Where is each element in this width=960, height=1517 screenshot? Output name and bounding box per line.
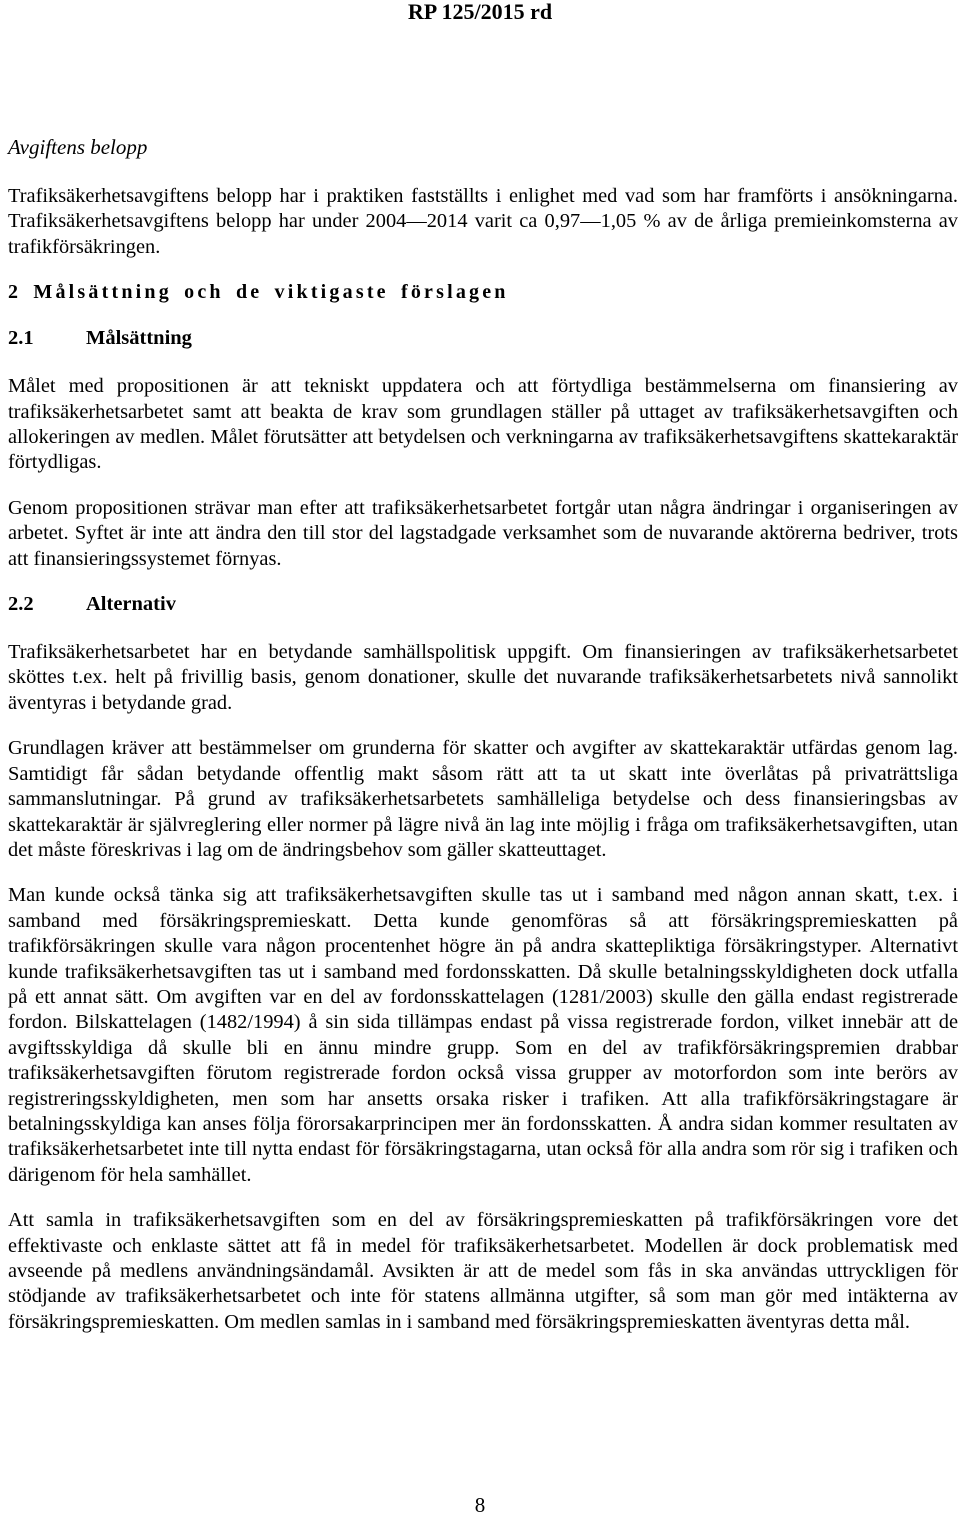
section-heading-2: 2 Målsättning och de viktigaste förslagen — [8, 281, 509, 304]
section-number: 2.2 — [8, 593, 34, 616]
paragraph: Man kunde också tänka sig att trafiksäkerhetsavgiften skulle tas ut i samband med någon annan skatt, t.ex. i samband med försäkringspremieskatt. Detta kunde genomföras så att försäkringspremieskatten på trafikförsäkringen skulle vara någon procentenhet högre än på andra skattepliktiga försäkringstyper. Alternativt kunde trafiksäkerhetsavgiften tas ut i samband med fordonsskatten. Då skulle betalningsskyldigheten dock utfalla på ett annat sätt. Om avgiften var en del av fordonsskattelagen (1281/2003) skulle den gälla endast registrerade fordon. Bilskattelagen (1482/1994) å sin sida tillämpas endast på vissa registrerade fordon, vilket innebär att de avgiftsskyldiga då skulle bli en ännu mindre grupp. Som en del av trafikförsäkringspremien drabbar trafiksäkerhetsavgiften förutom registrerade fordon också vissa grupper av motorfordon som inte berörs av registreringsskyldigheten, men som har ansetts orsaka risker i trafiken. Att alla trafikförsäkringstagare är betalningsskyldiga kan anses följa förorsakarprincipen mer än fordonsskatten. Å andra sidan kommer resultaten av trafiksäkerhetsarbetet inte till nytta endast för försäkringstagarna, utan också för alla andra som rör sig i trafiken och därigenom för hela samhället. — [8, 884, 958, 1186]
section-heading-2-2 — [8, 592, 958, 617]
document-body — [8, 134, 958, 1355]
section-title: Alternativ — [86, 593, 176, 616]
section-heading-2-1 — [8, 326, 958, 351]
paragraph: Att samla in trafiksäkerhetsavgiften som en del av försäkringspremieskatten på trafikförsäkringen vore det effektivaste och enklaste sättet att få in medel för trafiksäkerhetsarbetet. Modellen är dock problematisk med avseende på medlens användningsändamål. Avsikten är att de medel som fås in ska användas uttryckligen för stödjande av trafiksäkerhetsarbetet och inte för statens allmänna utgifter, så som man gör med intäkterna av försäkringspremieskatten. Om medlen samlas in i samband med försäkringspremieskatten äventyras detta mål. — [8, 1209, 958, 1333]
paragraph: Genom propositionen strävar man efter att trafiksäkerhetsarbetet fortgår utan några ändringar i organiseringen av arbetet. Syftet är inte att ändra den till stor del lagstadgade verksamhet som de nuvarande aktörerna bedriver, trots att finansieringssystemet förnyas. — [8, 496, 958, 570]
paragraph-avgiftens-belopp: Trafiksäkerhetsavgiftens belopp har i praktiken fastställts i enlighet med vad som har framförts i ansökningarna. Trafiksäkerhetsavgiftens belopp har under 2004—2014 varit ca 0,97—1,05 % av de årliga premieinkomsterna av trafikförsäkringen. — [8, 185, 958, 258]
section-title: Målsättning — [86, 327, 192, 350]
page-number: 8 — [474, 1493, 486, 1517]
section-number: 2.1 — [8, 327, 34, 350]
document-header: RP 125/2015 rd — [407, 0, 553, 24]
paragraph: Målet med propositionen är att tekniskt uppdatera och att förtydliga bestämmelserna om finansiering av trafiksäkerhetsarbetet samt att beakta de krav som grundlagen ställer på uttaget av trafiksäkerhetsavgiften och allokeringen av medlen. Målet förutsätter att betydelsen och verkningarna av trafiksäkerhetsavgiftens skattekaraktär förtydligas. — [8, 375, 958, 474]
subheading-avgiftens-belopp: Avgiftens belopp — [8, 135, 148, 159]
paragraph: Grundlagen kräver att bestämmelser om grunderna för skatter och avgifter av skattekaraktär utfärdas genom lag. Samtidigt får sådan betydande offentlig makt såsom rätt att ta ut skatt inte överlåtas på privaträttsliga sammanslutningar. På grund av trafiksäkerhetsarbetets samhälleliga betydelse och dess finansieringsbas av skattekaraktär är självreglering eller normer på lägre nivå än lag inte möjlig i fråga om trafiksäkerhetsavgiften, utan det måste föreskrivas i lag om de ändringsbehov som gäller skatteuttaget. — [8, 737, 958, 861]
paragraph: Trafiksäkerhetsarbetet har en betydande samhällspolitisk uppgift. Om finansieringen av trafiksäkerhetsarbetet sköttes t.ex. helt på frivillig basis, genom donationer, skulle det nuvarande trafiksäkerhetsarbetets nivå sannolikt äventyras i betydande grad. — [8, 641, 958, 714]
